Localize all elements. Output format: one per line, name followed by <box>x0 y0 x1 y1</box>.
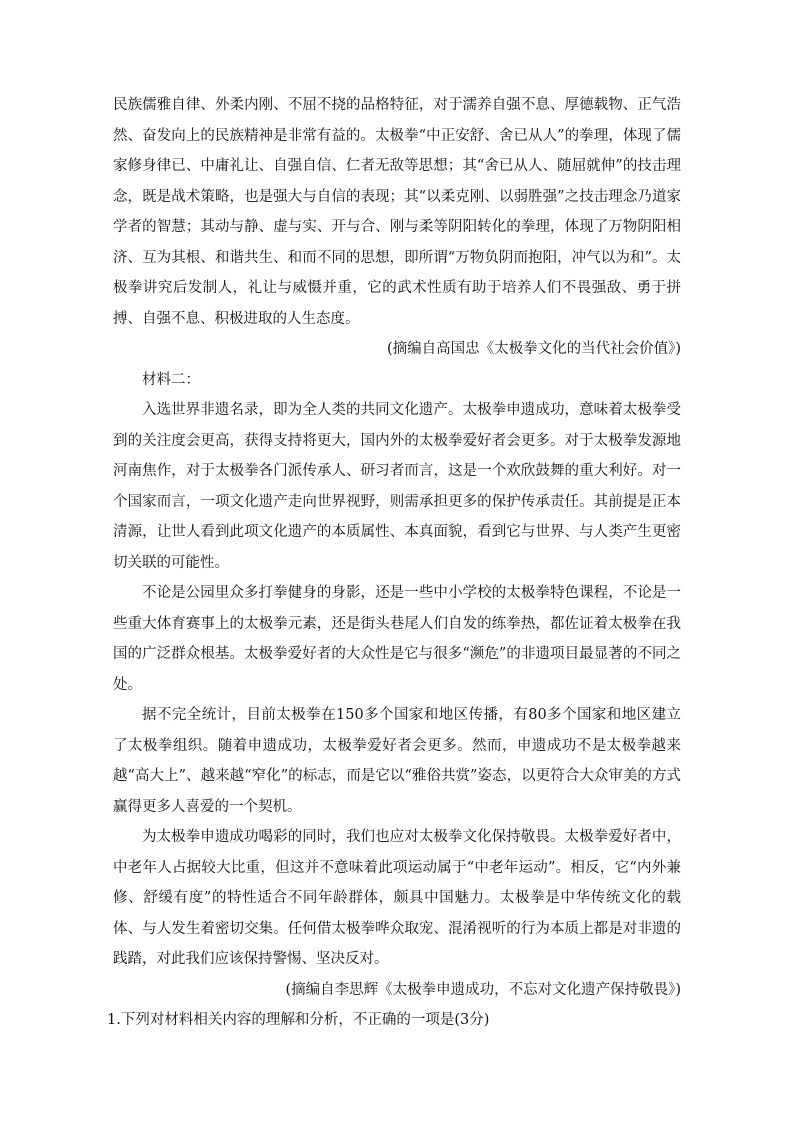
material-two-paragraph-1: 入选世界非遗名录，即为全人类的共同文化遗产。太极拳申遗成功，意味着太极拳受到的关注度会更高，获得支持将更大，国内外的太极拳爱好者会更多。对于太极拳发源地河南焦作，对于太极拳各门派传承人、研习者而言，这是一个欢欣鼓舞的重大利好。对一个国家而言，一项文化遗产走向世界视野，则需承担更多的保护传承责任。其前提是正本清源，让世人看到此项文化遗产的本质属性、本真面貌，看到它与世界、与人类产生更密切关联的可能性。 <box>113 402 681 571</box>
material-two-paragraph-3: 据不完全统计，目前太极拳在150多个国家和地区传播，有80多个国家和地区建立了太极拳组织。随着申遗成功，太极拳爱好者会更多。然而，申遗成功不是太极拳越来越“高大上”、越来越“窄化”的标志，而是它以“雅俗共赏”姿态，以更符合大众审美的方式赢得更多人喜爱的一个契机。 <box>113 707 681 815</box>
material-one-source: (摘编自高国忠《太极拳文化的当代社会价值》) <box>386 341 681 357</box>
document-page <box>107 90 681 1036</box>
material-two-paragraph-2: 不论是公园里众多打拳健身的身影，还是一些中小学校的太极拳特色课程，不论是一些重大体育赛事上的太极拳元素，还是街头巷尾人们自发的练拳热，都佐证着太极拳在我国的广泛群众根基。太极拳爱好者的大众性是它与很多“濒危”的非遗项目最显著的不同之处。 <box>113 585 681 693</box>
question-1: 1.下列对材料相关内容的理解和分析，不正确的一项是(3分) <box>107 1012 490 1028</box>
material-one-continued-paragraph: 民族儒雅自律、外柔内刚、不屈不挠的品格特征，对于濡养自强不息、厚德载物、正气浩然、奋发向上的民族精神是非常有益的。太极拳“中正安舒、舍已从人”的拳理，体现了儒家修身律已、中庸礼让、自强自信、仁者无敌等思想；其“舍已从人、随屈就伸”的技击理念，既是战术策略，也是强大与自信的表现；其“以柔克刚、以弱胜强”之技击理念乃道家学者的智慧；其动与静、虚与实、开与合、刚与柔等阴阳转化的拳理，体现了万物阴阳相济、互为其根、和谐共生、和而不同的思想，即所谓“万物负阴而抱阳，冲气以为和”。太极拳讲究后发制人，礼让与威慑并重，它的武术性质有助于培养人们不畏强敌、勇于拼搏、自强不息、积极进取的人生态度。 <box>113 97 681 327</box>
material-two-source: (摘编自李思辉《太极拳申遗成功，不忘对文化遗产保持敬畏》) <box>285 981 681 998</box>
material-two-paragraph-4: 为太极拳申遗成功喝彩的同时，我们也应对太极拳文化保持敬畏。太极拳爱好者中，中老年人占据较大比重，但这并不意味着此项运动属于“中老年运动”。相反，它“内外兼修、舒缓有度”的特性适合不同年龄群体，颇具中国魅力。太极拳是中华传统文化的载体、与人发生着密切交集。任何借太极拳哗众取宠、混淆视听的行为本质上都是对非遗的践踏，对此我们应该保持警惕、坚决反对。 <box>113 829 681 967</box>
material-two-heading: 材料二： <box>142 371 200 388</box>
